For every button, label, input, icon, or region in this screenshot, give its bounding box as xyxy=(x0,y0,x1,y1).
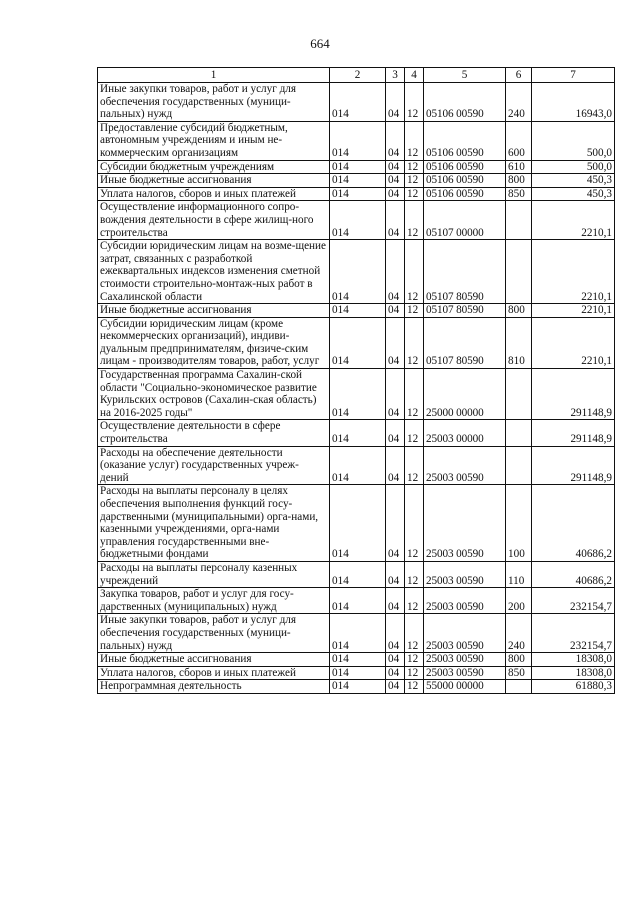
row-expense-type-code: 610 xyxy=(506,160,532,174)
row-expense-type-code xyxy=(506,201,532,240)
row-subsection-code: 12 xyxy=(405,187,424,201)
row-section-code: 04 xyxy=(386,317,405,368)
row-ministry-code: 014 xyxy=(330,653,386,667)
header-col-1: 1 xyxy=(98,68,330,83)
table-row xyxy=(98,680,615,694)
row-target-code: 25000 00000 xyxy=(424,369,506,420)
row-ministry-code: 014 xyxy=(330,201,386,240)
row-ministry-code: 014 xyxy=(330,174,386,188)
row-amount: 450,3 xyxy=(532,187,615,201)
row-section-code: 04 xyxy=(386,614,405,653)
row-subsection-code: 12 xyxy=(405,369,424,420)
row-section-code: 04 xyxy=(386,561,405,587)
row-subsection-code: 12 xyxy=(405,588,424,614)
header-col-5: 5 xyxy=(424,68,506,83)
row-expense-type-code xyxy=(506,240,532,304)
row-amount: 500,0 xyxy=(532,121,615,160)
table-row xyxy=(98,485,615,562)
row-ministry-code: 014 xyxy=(330,446,386,485)
row-target-code: 25003 00590 xyxy=(424,666,506,680)
row-amount: 18308,0 xyxy=(532,666,615,680)
row-target-code: 05107 00000 xyxy=(424,201,506,240)
budget-table xyxy=(97,67,615,694)
row-section-code: 04 xyxy=(386,83,405,122)
table-row xyxy=(98,240,615,304)
row-description: Иные бюджетные ассигнования xyxy=(98,653,330,667)
row-subsection-code: 12 xyxy=(405,174,424,188)
table-row xyxy=(98,317,615,368)
row-description: Расходы на выплаты персоналу казенных учреждений xyxy=(98,561,330,587)
row-expense-type-code: 800 xyxy=(506,174,532,188)
row-section-code: 04 xyxy=(386,653,405,667)
row-target-code: 25003 00590 xyxy=(424,588,506,614)
row-subsection-code: 12 xyxy=(405,240,424,304)
table-row xyxy=(98,561,615,587)
table-row xyxy=(98,369,615,420)
row-expense-type-code: 200 xyxy=(506,588,532,614)
row-description: Предоставление субсидий бюджетным, автономным учреждениям и иным не-коммерческим организациям xyxy=(98,121,330,160)
row-ministry-code: 014 xyxy=(330,160,386,174)
row-description: Иные закупки товаров, работ и услуг для обеспечения государственных (муници-пальных) нужд xyxy=(98,83,330,122)
row-expense-type-code: 240 xyxy=(506,614,532,653)
row-section-code: 04 xyxy=(386,240,405,304)
row-ministry-code: 014 xyxy=(330,485,386,562)
header-col-6: 6 xyxy=(506,68,532,83)
row-section-code: 04 xyxy=(386,174,405,188)
row-ministry-code: 014 xyxy=(330,680,386,694)
row-expense-type-code: 100 xyxy=(506,485,532,562)
row-section-code: 04 xyxy=(386,187,405,201)
row-amount: 18308,0 xyxy=(532,653,615,667)
row-target-code: 55000 00000 xyxy=(424,680,506,694)
row-expense-type-code: 800 xyxy=(506,304,532,318)
row-amount: 291148,9 xyxy=(532,420,615,446)
row-subsection-code: 12 xyxy=(405,304,424,318)
row-target-code: 25003 00590 xyxy=(424,653,506,667)
row-expense-type-code: 110 xyxy=(506,561,532,587)
row-ministry-code: 014 xyxy=(330,83,386,122)
row-expense-type-code: 800 xyxy=(506,653,532,667)
row-section-code: 04 xyxy=(386,369,405,420)
table-row xyxy=(98,588,615,614)
row-description: Субсидии юридическим лицам (кроме некоммерческих организаций), индиви-дуальным предпринимателям, физиче-ским лицам - производителям товаров, работ, услуг xyxy=(98,317,330,368)
row-expense-type-code: 810 xyxy=(506,317,532,368)
row-description: Осуществление деятельности в сфере строительства xyxy=(98,420,330,446)
row-subsection-code: 12 xyxy=(405,653,424,667)
row-subsection-code: 12 xyxy=(405,83,424,122)
row-ministry-code: 014 xyxy=(330,666,386,680)
row-section-code: 04 xyxy=(386,588,405,614)
row-amount: 500,0 xyxy=(532,160,615,174)
page-number: 664 xyxy=(310,36,330,51)
header-col-7: 7 xyxy=(532,68,615,83)
row-description: Субсидии юридическим лицам на возме-щение затрат, связанных с разработкой ежеквартальных индексов изменения сметной стоимости строительно-монтаж-ных работ в Сахалинской области xyxy=(98,240,330,304)
row-target-code: 05106 00590 xyxy=(424,83,506,122)
table-row xyxy=(98,187,615,201)
row-ministry-code: 014 xyxy=(330,304,386,318)
row-subsection-code: 12 xyxy=(405,666,424,680)
row-expense-type-code xyxy=(506,420,532,446)
row-subsection-code: 12 xyxy=(405,317,424,368)
row-amount: 2210,1 xyxy=(532,304,615,318)
row-ministry-code: 014 xyxy=(330,420,386,446)
table-row xyxy=(98,614,615,653)
row-description: Закупка товаров, работ и услуг для госу-дарственных (муниципальных) нужд xyxy=(98,588,330,614)
row-ministry-code: 014 xyxy=(330,187,386,201)
row-description: Уплата налогов, сборов и иных платежей xyxy=(98,666,330,680)
row-amount: 2210,1 xyxy=(532,201,615,240)
row-section-code: 04 xyxy=(386,680,405,694)
row-description: Государственная программа Сахалин-ской области "Социально-экономическое развитие Курильских островов (Сахалин-ская область) на 2016-2025 годы" xyxy=(98,369,330,420)
row-expense-type-code: 600 xyxy=(506,121,532,160)
row-amount: 232154,7 xyxy=(532,614,615,653)
row-expense-type-code xyxy=(506,369,532,420)
row-amount: 2210,1 xyxy=(532,317,615,368)
row-amount: 2210,1 xyxy=(532,240,615,304)
row-target-code: 25003 00590 xyxy=(424,446,506,485)
row-section-code: 04 xyxy=(386,121,405,160)
row-section-code: 04 xyxy=(386,160,405,174)
table-row xyxy=(98,160,615,174)
row-subsection-code: 12 xyxy=(405,121,424,160)
header-col-3: 3 xyxy=(386,68,405,83)
row-subsection-code: 12 xyxy=(405,201,424,240)
row-subsection-code: 12 xyxy=(405,680,424,694)
table-row xyxy=(98,174,615,188)
table-row xyxy=(98,420,615,446)
row-target-code: 25003 00590 xyxy=(424,561,506,587)
row-section-code: 04 xyxy=(386,304,405,318)
row-target-code: 05107 80590 xyxy=(424,240,506,304)
row-ministry-code: 014 xyxy=(330,240,386,304)
row-section-code: 04 xyxy=(386,666,405,680)
header-col-2: 2 xyxy=(330,68,386,83)
table-row xyxy=(98,83,615,122)
row-ministry-code: 014 xyxy=(330,614,386,653)
row-subsection-code: 12 xyxy=(405,160,424,174)
row-ministry-code: 014 xyxy=(330,588,386,614)
row-target-code: 05107 80590 xyxy=(424,304,506,318)
row-amount: 61880,3 xyxy=(532,680,615,694)
row-expense-type-code: 240 xyxy=(506,83,532,122)
row-target-code: 25003 00590 xyxy=(424,614,506,653)
row-description: Субсидии бюджетным учреждениям xyxy=(98,160,330,174)
row-target-code: 05106 00590 xyxy=(424,160,506,174)
table-row xyxy=(98,121,615,160)
row-description: Расходы на обеспечение деятельности (оказание услуг) государственных учреж-дений xyxy=(98,446,330,485)
row-description: Иные закупки товаров, работ и услуг для обеспечения государственных (муници-пальных) нужд xyxy=(98,614,330,653)
row-description: Осуществление информационного сопро-вождения деятельности в сфере жилищ-ного строительства xyxy=(98,201,330,240)
row-expense-type-code: 850 xyxy=(506,666,532,680)
row-section-code: 04 xyxy=(386,485,405,562)
row-description: Расходы на выплаты персоналу в целях обеспечения выполнения функций госу-дарственными (муниципальными) орга-нами, казенными учреждениями, орга-нами управления государственными вне-бюджетными фондами xyxy=(98,485,330,562)
row-description: Непрограммная деятельность xyxy=(98,680,330,694)
row-target-code: 25003 00590 xyxy=(424,485,506,562)
row-subsection-code: 12 xyxy=(405,420,424,446)
row-description: Иные бюджетные ассигнования xyxy=(98,174,330,188)
row-amount: 16943,0 xyxy=(532,83,615,122)
table-row xyxy=(98,446,615,485)
table-row xyxy=(98,304,615,318)
row-expense-type-code: 850 xyxy=(506,187,532,201)
header-row xyxy=(98,68,615,83)
row-subsection-code: 12 xyxy=(405,561,424,587)
row-section-code: 04 xyxy=(386,201,405,240)
row-description: Уплата налогов, сборов и иных платежей xyxy=(98,187,330,201)
row-section-code: 04 xyxy=(386,420,405,446)
row-expense-type-code xyxy=(506,446,532,485)
header-col-4: 4 xyxy=(405,68,424,83)
row-target-code: 05106 00590 xyxy=(424,174,506,188)
row-subsection-code: 12 xyxy=(405,614,424,653)
row-target-code: 05107 80590 xyxy=(424,317,506,368)
table-row xyxy=(98,666,615,680)
row-subsection-code: 12 xyxy=(405,446,424,485)
row-amount: 40686,2 xyxy=(532,561,615,587)
row-target-code: 05106 00590 xyxy=(424,121,506,160)
row-amount: 450,3 xyxy=(532,174,615,188)
row-amount: 232154,7 xyxy=(532,588,615,614)
row-target-code: 25003 00000 xyxy=(424,420,506,446)
row-section-code: 04 xyxy=(386,446,405,485)
row-ministry-code: 014 xyxy=(330,121,386,160)
row-ministry-code: 014 xyxy=(330,317,386,368)
row-ministry-code: 014 xyxy=(330,369,386,420)
row-amount: 291148,9 xyxy=(532,446,615,485)
row-expense-type-code xyxy=(506,680,532,694)
row-ministry-code: 014 xyxy=(330,561,386,587)
row-subsection-code: 12 xyxy=(405,485,424,562)
row-amount: 291148,9 xyxy=(532,369,615,420)
row-amount: 40686,2 xyxy=(532,485,615,562)
row-description: Иные бюджетные ассигнования xyxy=(98,304,330,318)
table-row xyxy=(98,201,615,240)
table-row xyxy=(98,653,615,667)
row-target-code: 05106 00590 xyxy=(424,187,506,201)
